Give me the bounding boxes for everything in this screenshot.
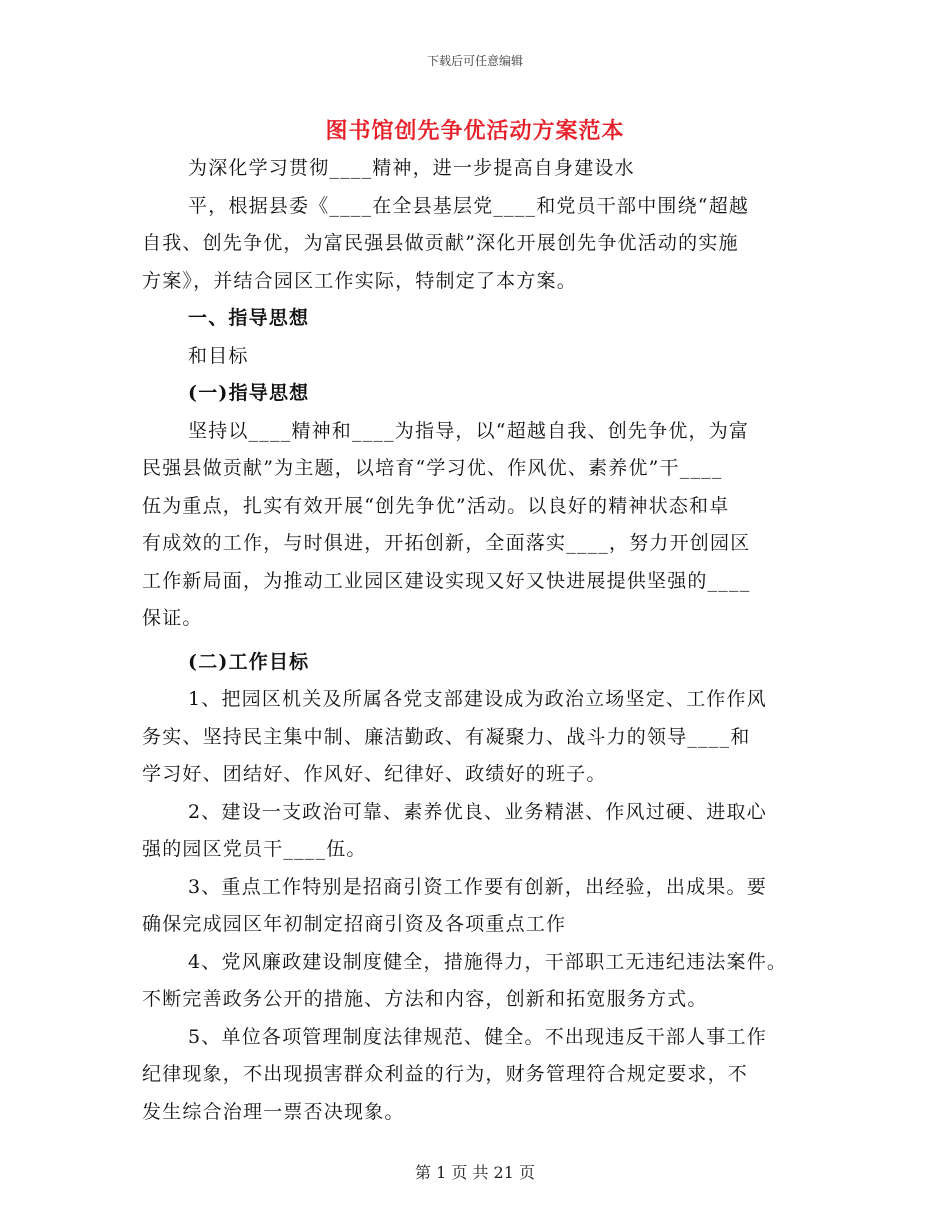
paragraph-line: 伍为重点，扎实有效开展“创先争优”活动。以良好的精神状态和卓 <box>142 494 730 517</box>
list-item-line: 务实、坚持民主集中制、廉洁勤政、有凝聚力、战斗力的领导____和 <box>142 725 751 748</box>
list-item-line: 4、党风廉政建设制度健全，措施得力，干部职工无违纪违法案件。 <box>188 950 788 973</box>
paragraph-line: 和目标 <box>188 344 249 367</box>
paragraph-line: 为深化学习贯彻____精神，进一步提高自身建设水 <box>188 157 635 179</box>
list-item-line: 纪律现象，不出现损害群众利益的行为，财务管理符合规定要求，不 <box>142 1063 749 1085</box>
paragraph-line: 自我、创先争优，为富民强县做贡献”深化开展创先争优活动的实施 <box>142 232 739 254</box>
list-item-line: 3、重点工作特别是招商引资工作要有创新，出经验，出成果。要 <box>188 875 767 898</box>
paragraph-line: 民强县做贡献”为主题，以培育“学习优、作风优、素养优”干____ <box>142 457 723 479</box>
paragraph-line: 坚持以____精神和____为指导，以“超越自我、创先争优，为富 <box>188 419 750 442</box>
document-title: 图书馆创先争优活动方案范本 <box>325 118 625 144</box>
section-heading: 一、指导思想 <box>188 307 310 329</box>
paragraph-line: 工作新局面，为推动工业园区建设实现又好又快进展提供坚强的____ <box>142 569 751 592</box>
list-item-line: 发生综合治理一票否决现象。 <box>142 1100 405 1123</box>
subsection-heading: (二)工作目标 <box>188 650 310 673</box>
paragraph-line: 有成效的工作，与时俱进，开拓创新，全面落实____，努力开创园区 <box>142 532 751 554</box>
paragraph-line: 方案》，并结合园区工作实际，特制定了本方案。 <box>142 269 577 292</box>
list-item-line: 不断完善政务公开的措施、方法和内容，创新和拓宽服务方式。 <box>142 988 708 1010</box>
paragraph-line: 保证。 <box>142 607 203 629</box>
list-item-line: 1、把园区机关及所属各党支部建设成为政治立场坚定、工作作风 <box>188 688 767 710</box>
page-header-note: 下载后可任意编辑 <box>426 54 523 68</box>
list-item-line: 确保完成园区年初制定招商引资及各项重点工作 <box>142 913 567 935</box>
list-item-line: 强的园区党员干____伍。 <box>142 838 367 860</box>
list-item-line: 2、建设一支政治可靠、素养优良、业务精湛、作风过硬、进取心 <box>188 800 767 823</box>
list-item-line: 5、单位各项管理制度法律规范、健全。不出现违反干部人事工作 <box>188 1025 767 1048</box>
paragraph-line: 平，根据县委《____在全县基层党____和党员干部中围绕“超越 <box>188 194 750 217</box>
list-item-line: 学习好、团结好、作风好、纪律好、政绩好的班子。 <box>142 763 607 785</box>
page-number: 第 1 页 共 21 页 <box>415 1163 535 1182</box>
subsection-heading: (一)指导思想 <box>188 382 310 404</box>
document-body <box>142 150 822 1131</box>
